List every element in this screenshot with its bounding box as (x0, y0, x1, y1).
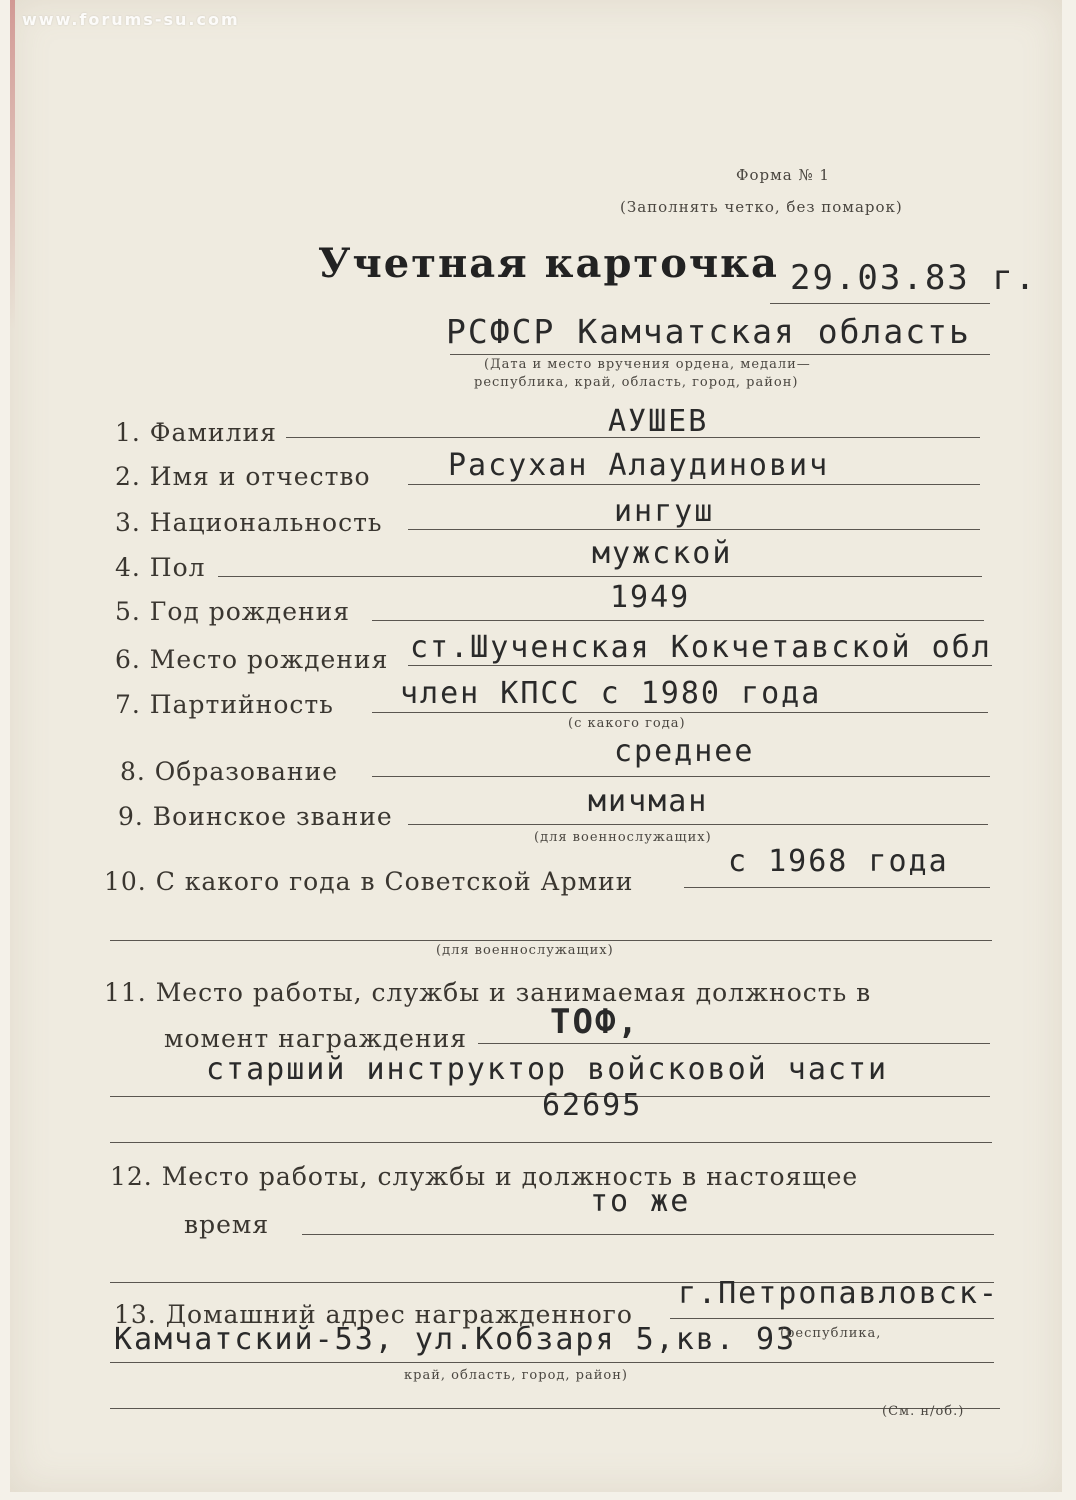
field-rank-hint: (для военнослужащих) (534, 830, 712, 845)
field-work-line-3 (110, 1142, 992, 1143)
field-address-hint-1: (республика, (780, 1326, 882, 1341)
field-address-value-1: г.Петропавловск- (678, 1276, 999, 1311)
field-sex-value: мужской (592, 536, 733, 571)
award-location: РСФСР Камчатская область (446, 312, 971, 351)
field-education-line (372, 776, 990, 777)
field-party-value: член КПСС с 1980 года (400, 676, 822, 711)
form-number: Форма № 1 (736, 166, 830, 184)
field-address-hint-2: край, область, город, район) (404, 1368, 628, 1383)
location-underline (450, 354, 990, 355)
field-sex-label: 4. Пол (115, 553, 206, 582)
field-address-line-1 (670, 1318, 994, 1319)
field-work-label-1: 11. Место работы, службы и занимаемая должность в (104, 978, 872, 1007)
field-army-year-line-2 (110, 940, 992, 941)
award-date: 29.03.83 г. (790, 258, 1038, 298)
field-nationality-label: 3. Национальность (115, 508, 383, 537)
footer-note: (См. н/об.) (882, 1404, 965, 1419)
field-work-value-3: 62695 (542, 1088, 643, 1123)
card-title: Учетная карточка (318, 240, 779, 287)
field-surname-value: АУШЕВ (608, 404, 709, 439)
field-current-work-value: то же (590, 1184, 691, 1219)
field-army-year-label: 10. С какого года в Советской Армии (104, 867, 634, 896)
watermark: www.forums-su.com (22, 10, 240, 29)
field-work-value-2: старший инструктор войсковой части (206, 1052, 889, 1087)
field-work-value-1: ТОФ, (550, 1002, 640, 1042)
field-work-line-1 (478, 1043, 990, 1044)
field-party-line (372, 712, 988, 713)
field-rank-line (408, 824, 988, 825)
field-work-label-2: момент награждения (164, 1024, 468, 1053)
date-underline (770, 303, 990, 304)
field-education-label: 8. Образование (120, 757, 339, 786)
field-birthplace-value: ст.Шученская Кокчетавской обл (410, 630, 992, 665)
field-party-label: 7. Партийность (115, 690, 334, 719)
field-address-label: 13. Домашний адрес награжденного (114, 1300, 633, 1329)
field-current-work-label-2: время (184, 1210, 270, 1239)
document-sheet (10, 0, 1062, 1492)
field-nationality-value: ингуш (614, 494, 715, 529)
field-current-work-line-1 (302, 1234, 994, 1235)
location-hint-2: республика, край, область, город, район) (474, 375, 799, 390)
field-birth-year-label: 5. Год рождения (115, 597, 351, 626)
field-surname-label: 1. Фамилия (115, 418, 277, 447)
field-birth-year-value: 1949 (610, 580, 691, 615)
location-hint-1: (Дата и место вручения ордена, медали— (484, 357, 811, 372)
red-edge-stain (10, 0, 15, 330)
field-sex-line (218, 576, 982, 577)
field-nationality-line (408, 529, 980, 530)
field-rank-label: 9. Воинское звание (118, 802, 393, 831)
field-party-hint: (с какого года) (568, 716, 686, 731)
field-address-value-2: Камчатский-53, ул.Кобзаря 5,кв. 93 (114, 1322, 797, 1357)
field-address-line-2 (110, 1362, 994, 1363)
field-birthplace-line (408, 665, 992, 666)
field-army-year-hint: (для военнослужащих) (436, 943, 614, 958)
field-rank-value: мичман (588, 784, 709, 819)
field-current-work-label-1: 12. Место работы, службы и должность в настоящее (110, 1162, 859, 1191)
field-army-year-value: с 1968 года (728, 844, 949, 879)
field-birth-year-line (372, 620, 984, 621)
field-education-value: среднее (614, 734, 755, 769)
field-name-label: 2. Имя и отчество (115, 462, 371, 491)
field-army-year-line (684, 887, 990, 888)
fill-note: (Заполнять четко, без помарок) (620, 198, 903, 216)
field-address-line-3 (110, 1408, 1000, 1409)
field-name-value: Расухан Алаудинович (448, 448, 830, 483)
field-name-line (408, 484, 980, 485)
field-birthplace-label: 6. Место рождения (115, 645, 389, 674)
